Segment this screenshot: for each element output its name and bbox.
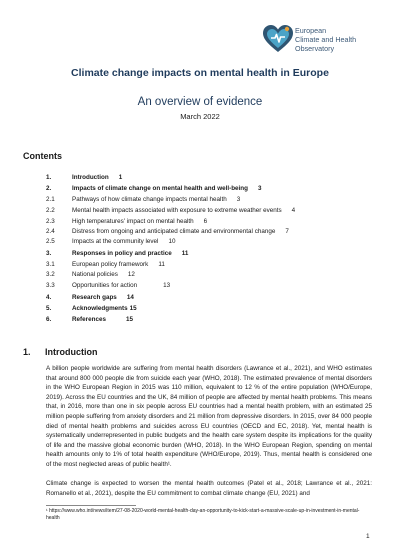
toc-entry[interactable]: [0, 206, 400, 216]
toc-page: 15: [125, 316, 133, 323]
footnote-link[interactable]: https://www.who.int/news/item/27-08-2020-world-mental-health-day-an-opportunity-to-kick-start-a-massive-scale-up-in-investment-in-mental-health: [46, 508, 360, 521]
logo-line-1: European: [295, 26, 327, 35]
footnote-marker: ¹: [46, 508, 48, 514]
toc-page: 3: [258, 185, 262, 192]
toc-page: 12: [127, 271, 135, 278]
heart-logo-icon: [262, 24, 294, 54]
toc-entry[interactable]: [0, 227, 400, 237]
toc-number: 4.: [46, 294, 52, 301]
toc-title: Distress from ongoing and anticipated climate and environmental change: [72, 228, 276, 235]
toc-number: 3.2: [46, 271, 55, 278]
footnote: [46, 508, 372, 522]
section-heading: [23, 347, 98, 357]
document-date: March 2022: [180, 112, 220, 121]
toc-entry[interactable]: [0, 184, 400, 194]
toc-title: European policy framework: [72, 261, 149, 268]
toc-entry[interactable]: [0, 195, 400, 205]
toc-entry[interactable]: [0, 304, 400, 314]
toc-title: National policies: [72, 271, 118, 278]
toc-page: 3: [236, 196, 241, 203]
toc-number: 6.: [46, 316, 52, 323]
toc-number: 1.: [46, 174, 52, 181]
toc-page: 1: [118, 174, 123, 181]
toc-number: 2.1: [46, 196, 55, 203]
body-paragraph: Climate change is expected to worsen the mental health outcomes (Patel et al., 2018; Lawrance et al., 2021: Romanello et al., 2021), despite the EU commitment to combat climate change (EU, 2021) and: [46, 480, 372, 497]
toc-title: References: [72, 316, 106, 323]
toc-number: 2.2: [46, 207, 55, 214]
toc-page: 10: [168, 238, 176, 245]
toc-page: 15: [129, 305, 137, 312]
toc-title: Pathways of how climate change impacts mental health: [72, 196, 227, 203]
toc-entry[interactable]: [0, 293, 400, 303]
toc-number: 3.1: [46, 261, 55, 268]
logo-line-3: Observatory: [295, 44, 335, 53]
document-title: Climate change impacts on mental health in Europe: [71, 67, 329, 79]
toc-page: 6: [203, 218, 208, 225]
logo-wordmark: [295, 26, 395, 53]
observatory-logo: [262, 24, 392, 58]
toc-title: Impacts of climate change on mental health and well-being: [72, 185, 248, 192]
toc-title: Opportunities for action: [72, 282, 138, 289]
toc-entry[interactable]: [0, 281, 400, 291]
toc-number: 2.: [46, 185, 52, 192]
contents-heading: Contents: [23, 151, 62, 161]
toc-title: High temperatures' impact on mental health: [72, 218, 194, 225]
toc-entry[interactable]: [0, 217, 400, 227]
toc-page: 4: [291, 207, 296, 214]
toc-title: Responses in policy and practice: [72, 250, 172, 257]
toc-title: Mental health impacts associated with exposure to extreme weather events: [72, 207, 282, 214]
toc-title: Impacts at the community level: [72, 238, 159, 245]
footnote-divider: [46, 505, 136, 506]
toc-number: 3.: [46, 250, 52, 257]
section-title: Introduction: [45, 347, 98, 357]
document-subtitle: An overview of evidence: [137, 96, 263, 108]
toc-number: 2.3: [46, 218, 55, 225]
toc-page: 14: [126, 294, 134, 301]
toc-title: Introduction: [72, 174, 109, 181]
toc-entry[interactable]: [0, 260, 400, 270]
toc-entry[interactable]: [0, 237, 400, 247]
toc-title: Acknowledgments: [72, 305, 128, 312]
toc-page: 13: [163, 282, 171, 289]
toc-number: 2.5: [46, 238, 55, 245]
toc-entry[interactable]: [0, 315, 400, 325]
toc-page: 11: [181, 250, 189, 257]
toc-page: 7: [285, 228, 289, 235]
toc-number: 3.3: [46, 282, 55, 289]
toc-entry[interactable]: [0, 173, 400, 183]
body-paragraph: A billion people worldwide are suffering from mental health disorders (Lawrance et al., 2021), and WHO estimates that around 800 000 people die from suicide each year (WHO, 2018). The estimated prevalence of mental disorders in the WHO European Region in 2015 was 110 million, equivalent to 12 % of the entire population (WHO/Europe, 2019). Across the EU countries and the UK, 84 million of people are affected by mental health problems. This means that, in 2016, more than one in six people across EU countries had a mental health problem, with an estimated 25 million people suffering from anxiety disorders and 21 million from depressive disorders. In 2015, over 84 000 people died of mental health problems and suicides across EU countries (OECD and EC, 2018). Yet, mental health is systematically underrepresented in public budgets and the health care system despite its implications for the quality of life and the massive global economic burden (WHO, 2018). In the WHO European Region, spending on mental health amounts only to 1% of total health expenditure (WHO/Europe, 2019). Thus, mental health is considered one of the most neglected areas of public health¹.: [46, 365, 372, 468]
toc-entry[interactable]: [0, 249, 400, 259]
logo-line-2: Climate and Health: [295, 35, 357, 44]
toc-number: 2.4: [46, 228, 55, 235]
toc-entry[interactable]: [0, 270, 400, 280]
page-number: 1: [366, 533, 370, 540]
toc-title: Research gaps: [72, 294, 117, 301]
toc-page: 11: [158, 261, 165, 268]
toc-number: 5.: [46, 305, 52, 312]
section-number: 1.: [23, 347, 31, 357]
